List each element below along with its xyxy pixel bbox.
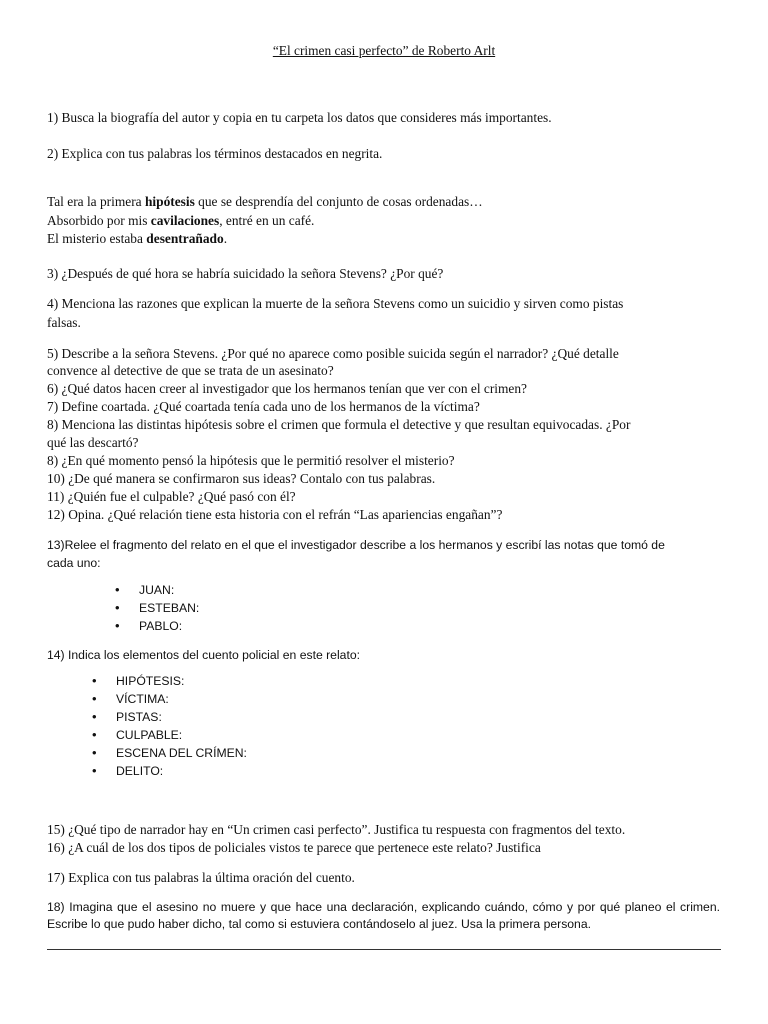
elements-list xyxy=(116,672,247,780)
question-5-line-1: 5) Describe a la señora Stevens. ¿Por qué no aparece como posible suicida según el narrador? ¿Qué detalle xyxy=(47,346,619,361)
bold-term: hipótesis xyxy=(144,194,195,209)
quote-line-2: Absorbido por mis cavilaciones, entré en un café. xyxy=(47,213,315,228)
question-7: 7) Define coartada. ¿Qué coartada tenía cada uno de los hermanos de la víctima? xyxy=(47,399,480,414)
question-1: 1) Busca la biografía del autor y copia en tu carpeta los datos que consideres más importantes. xyxy=(47,110,552,125)
list-item: • CULPABLE: xyxy=(116,726,247,744)
list-item: • HIPÓTESIS: xyxy=(116,672,247,690)
question-11: 11) ¿Quién fue el culpable? ¿Qué pasó con él? xyxy=(47,489,296,504)
list-item: • DELITO: xyxy=(116,762,247,780)
answer-line-divider xyxy=(47,949,721,950)
question-4-line-1: 4) Menciona las razones que explican la muerte de la señora Stevens como un suicidio y sirven como pistas xyxy=(47,296,624,311)
list-item: • VÍCTIMA: xyxy=(116,690,247,708)
question-17: 17) Explica con tus palabras la última oración del cuento. xyxy=(47,870,355,885)
question-14: 14) Indica los elementos del cuento policial en este relato: xyxy=(47,648,361,662)
question-12: 12) Opina. ¿Qué relación tiene esta historia con el refrán “Las apariencias engañan”? xyxy=(47,507,503,522)
question-6: 6) ¿Qué datos hacen creer al investigador que los hermanos tenían que ver con el crimen? xyxy=(47,381,528,396)
quote-line-1: Tal era la primera hipótesis que se desprendía del conjunto de cosas ordenadas… xyxy=(47,194,483,209)
question-13-line-2: cada uno: xyxy=(47,556,101,570)
list-item: • ESTEBAN: xyxy=(139,599,199,617)
question-5-line-2: convence al detective de que se trata de un asesinato? xyxy=(47,363,334,378)
bold-term: desentrañado xyxy=(146,231,224,246)
list-item: • JUAN: xyxy=(139,581,199,599)
brothers-list xyxy=(139,581,199,635)
question-18: 18) Imagina que el asesino no muere y que hace una declaración, explicando cuándo, cómo y por qué planeo el crimen. Escribe lo que pudo haber dicho, tal como si estuviera contándoselo al juez. Usa la primera persona. xyxy=(47,900,720,931)
bold-term: cavilaciones xyxy=(150,213,220,228)
question-8b: 8) ¿En qué momento pensó la hipótesis que le permitió resolver el misterio? xyxy=(47,453,455,468)
list-item: • PABLO: xyxy=(139,617,199,635)
list-item: • PISTAS: xyxy=(116,708,247,726)
question-13-line-1: 13)Relee el fragmento del relato en el que el investigador describe a los hermanos y escribí las notas que tomó de xyxy=(47,538,665,552)
question-3: 3) ¿Después de qué hora se habría suicidado la señora Stevens? ¿Por qué? xyxy=(47,266,444,281)
question-16: 16) ¿A cuál de los dos tipos de policiales vistos te parece que pertenece este relato? Justifica xyxy=(47,840,541,855)
document-title: “El crimen casi perfecto” de Roberto Arlt xyxy=(272,43,496,58)
question-8a-line-1: 8) Menciona las distintas hipótesis sobre el crimen que formula el detective y que resultan equivocadas. ¿Por xyxy=(47,417,631,432)
question-2: 2) Explica con tus palabras los términos destacados en negrita. xyxy=(47,146,383,161)
question-8a-line-2: qué las descartó? xyxy=(47,435,139,450)
question-10: 10) ¿De qué manera se confirmaron sus ideas? Contalo con tus palabras. xyxy=(47,471,436,486)
question-15: 15) ¿Qué tipo de narrador hay en “Un crimen casi perfecto”. Justifica tu respuesta con fragmentos del texto. xyxy=(47,822,626,837)
question-4-line-2: falsas. xyxy=(47,315,81,330)
list-item: • ESCENA DEL CRÍMEN: xyxy=(116,744,247,762)
quote-line-3: El misterio estaba desentrañado. xyxy=(47,231,228,246)
